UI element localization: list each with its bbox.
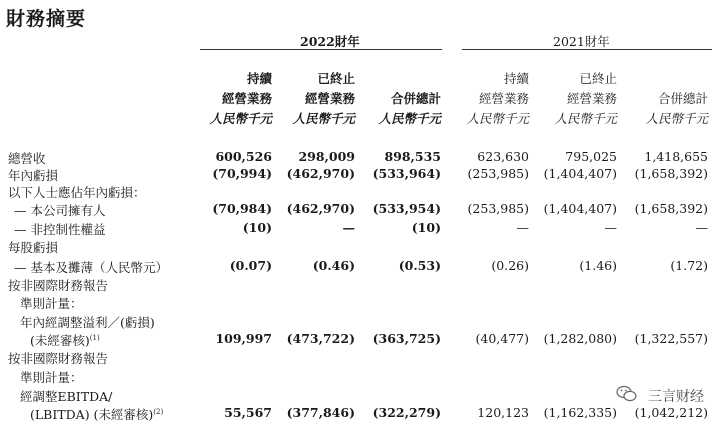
column-header-6-line-2: 合併總計 [657,91,708,106]
row-label [20,368,83,386]
table-cell: (1,404,407) [543,166,617,181]
column-header-6-line-3: 人民幣千元 [645,111,708,126]
table-cell: (1,658,392) [634,166,708,181]
table-cell: (462,970) [286,166,355,181]
table-cell: (0.26) [491,258,529,273]
row-label-text: 準則計量： [20,370,83,385]
table-cell: (1,658,392) [634,201,708,216]
row-label-text: 經調整EBITDA/ [20,389,113,404]
column-header-1-line-2: 經營業務 [221,91,272,106]
row-label-text: 按非國際財務報告 [8,278,109,293]
table-cell: 600,526 [215,149,272,164]
row-label [14,201,105,219]
row-label-text: (未經審核) [30,333,90,348]
table-cell: (377,846) [286,405,355,420]
page-title: 財務摘要 [6,8,87,30]
table-cell: (363,725) [372,331,441,346]
table-cell: — [604,220,617,235]
table-cell: (1,042,212) [634,405,708,420]
column-header-2-line-2: 經營業務 [304,91,355,106]
column-header-5-line-3: 人民幣千元 [554,111,617,126]
row-label-text: (LBITDA) (未經審核) [30,407,154,422]
table-cell: 623,630 [477,149,529,164]
watermark: 三言财经 [648,389,704,405]
table-cell: (1,322,557) [634,331,708,346]
year-2021-rule [462,49,712,50]
year-2022-rule [200,49,442,50]
table-cell: (10) [242,220,272,235]
row-label-text: — 基本及攤薄（人民幣元） [14,260,168,275]
row-label-text: 準則計量： [20,296,83,311]
column-header-1-line-1: 持續 [246,71,272,86]
row-label [14,258,168,276]
column-header-4-line-3: 人民幣千元 [466,111,529,126]
table-cell: (533,964) [372,166,441,181]
table-cell: (10) [411,220,441,235]
footnote-marker: (1) [89,333,100,342]
row-label-text: 總營收 [8,151,46,166]
column-header-2-line-3: 人民幣千元 [292,111,355,126]
table-cell: 298,009 [298,149,355,164]
table-cell: 1,418,655 [644,149,708,164]
row-label-text: — 非控制性權益 [14,222,106,237]
year-2021-header: 2021財年 [553,34,610,49]
wechat-icon [616,385,638,403]
table-cell: (322,279) [372,405,441,420]
row-label [20,387,112,405]
table-cell: (0.46) [312,258,355,273]
table-cell: (0.07) [229,258,272,273]
table-cell: (1,162,335) [543,405,617,420]
table-cell: (1.46) [579,258,617,273]
table-cell: (1,282,080) [543,331,617,346]
table-cell: 120,123 [477,405,529,420]
row-label [8,349,108,367]
row-label [20,313,155,331]
table-cell: 795,025 [565,149,617,164]
table-cell: (462,970) [286,201,355,216]
row-label-text: 以下人士應佔年內虧損： [8,185,146,200]
table-cell: — [695,220,708,235]
table-cell: (533,954) [372,201,441,216]
row-label [14,220,105,238]
column-header-3-line-3: 人民幣千元 [378,111,441,126]
row-label [8,149,46,167]
table-cell: (1,404,407) [543,201,617,216]
column-header-5-line-1: 已終止 [579,71,617,86]
column-header-1-line-3: 人民幣千元 [209,111,272,126]
column-header-5-line-2: 經營業務 [566,91,617,106]
table-cell: (70,984) [212,201,272,216]
row-label-text: 按非國際財務報告 [8,351,109,366]
row-label [8,276,108,294]
row-label [20,294,83,312]
footnote-marker: (2) [153,407,164,416]
table-cell: — [516,220,529,235]
table-cell: 898,535 [384,149,441,164]
column-header-2-line-1: 已終止 [317,71,355,86]
row-label [30,331,100,349]
table-cell: (70,994) [212,166,272,181]
row-label [8,166,58,184]
column-header-4-line-1: 持續 [503,71,529,86]
table-cell: (253,985) [467,201,529,216]
table-cell: 109,997 [215,331,272,346]
row-label-text: 年內經調整溢利／(虧損) [20,315,155,330]
table-cell: (40,477) [475,331,529,346]
table-cell: (0.53) [398,258,441,273]
column-header-3-line-2: 合併總計 [390,91,441,106]
row-label-text: — 本公司擁有人 [14,203,106,218]
table-cell: — [342,220,355,235]
table-cell: (253,985) [467,166,529,181]
column-header-4-line-2: 經營業務 [478,91,529,106]
table-cell: (1.72) [670,258,708,273]
year-2022-header: 2022財年 [300,34,360,49]
row-label-text: 年內虧損 [8,168,59,183]
row-label-text: 每股虧損 [8,240,59,255]
table-cell: 55,567 [224,405,272,420]
row-label [30,405,163,423]
row-label [8,183,146,201]
table-cell: (473,722) [286,331,355,346]
row-label [8,238,58,256]
